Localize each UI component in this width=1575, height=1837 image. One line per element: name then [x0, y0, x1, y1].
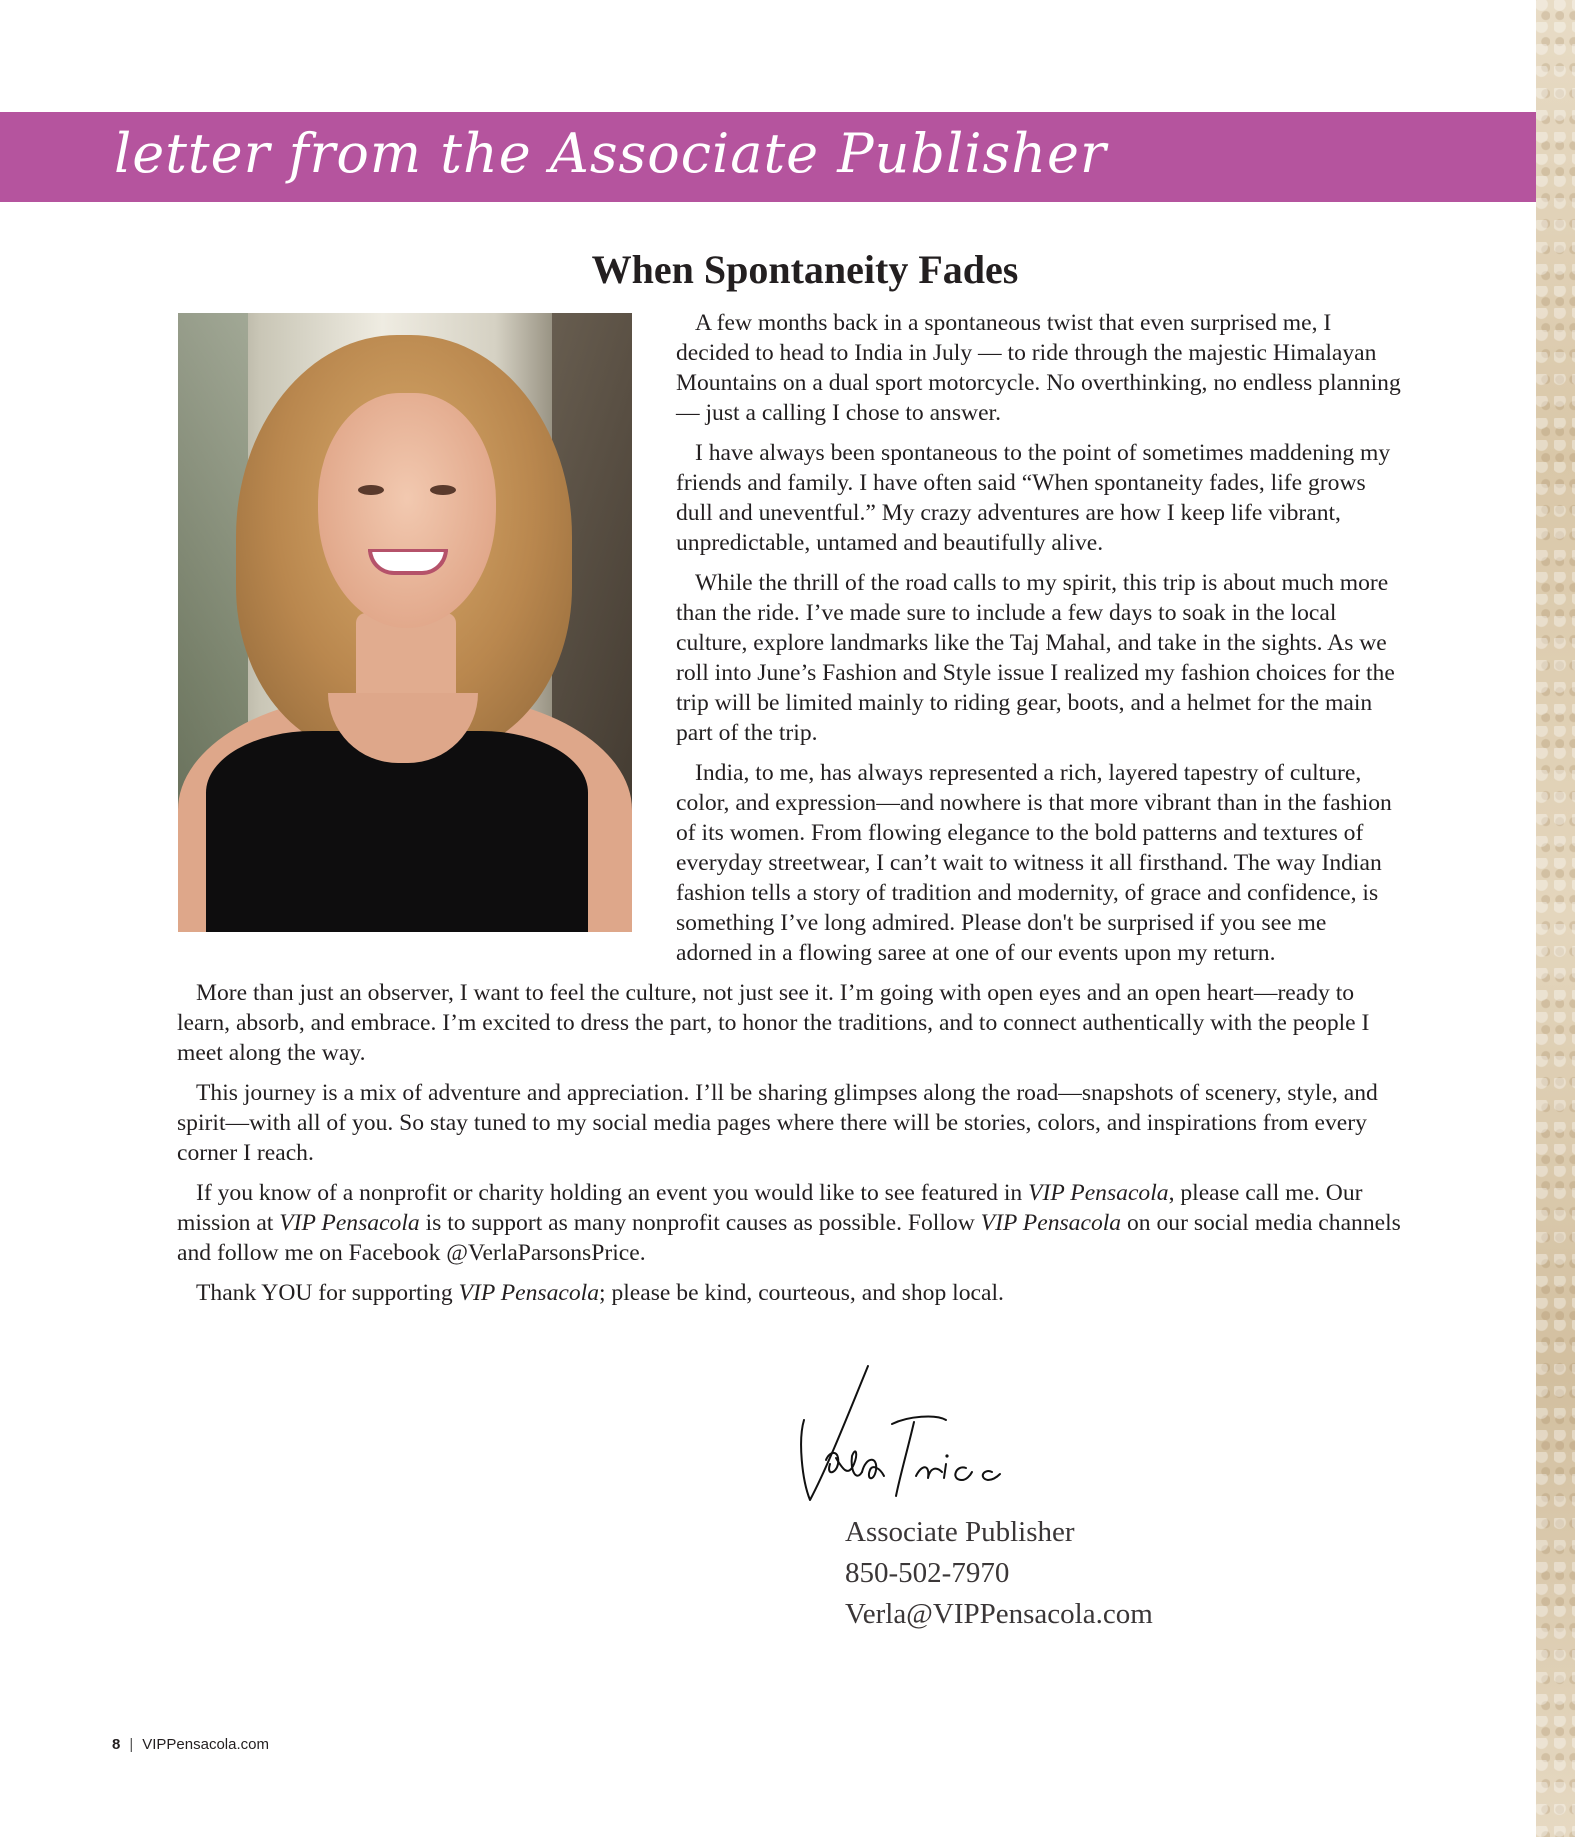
- handwritten-signature: [796, 1360, 1016, 1510]
- page-number: 8: [112, 1736, 121, 1753]
- paragraph-6: This journey is a mix of adventure and appreciation. I’ll be sharing glimpses along the road—snapshots of scenery, style, and spirit—with all of you. So stay tuned to my social media pages where there will be stories, colors, and inspirations from every corner I reach.: [177, 1080, 1378, 1166]
- paragraph-3: While the thrill of the road calls to my spirit, this trip is about much more than the ride. I’ve made sure to include a few days to soak in the local culture, explore landmarks like the Taj Mahal, and take in the sights. As we roll into June’s Fashion and Style issue I realized my fashion choices for the trip will be limited mainly to riding gear, boots, and a helmet for the main part of the trip.: [676, 570, 1395, 746]
- footer-site-link: VIPPensacola.com: [142, 1736, 269, 1753]
- page-footer: [112, 1736, 269, 1753]
- contact-email: Verla@VIPPensacola.com: [845, 1598, 1153, 1630]
- paragraph-4: India, to me, has always represented a rich, layered tapestry of culture, color, and expression—and nowhere is that more vibrant than in the fashion of its women. From flowing elegance to the bold patterns and textures of everyday streetwear, I can’t wait to witness it all firsthand. The way Indian fashion tells a story of tradition and modernity, of grace and confidence, is something I’ve long admired. Please don't be surprised if you see me adorned in a flowing saree at one of our events upon my return.: [676, 760, 1392, 966]
- article-headline: When Spontaneity Fades: [591, 247, 1019, 292]
- contact-title: Associate Publisher: [845, 1516, 1075, 1548]
- contact-phone: 850-502-7970: [845, 1557, 1010, 1589]
- section-banner: [0, 112, 1536, 202]
- paragraph-1: A few months back in a spontaneous twist that even surprised me, I decided to head to India in July — to ride through the majestic Himalayan Mountains on a dual sport motorcycle. No overthinking, no endless planning — just a calling I chose to answer.: [676, 310, 1401, 426]
- paragraph-2: I have always been spontaneous to the point of sometimes maddening my friends and family. I have often said “When spontaneity fades, life grows dull and uneventful.” My crazy adventures are how I keep life vibrant, unpredictable, untamed and beautifully alive.: [676, 440, 1391, 556]
- paragraph-5: More than just an observer, I want to feel the culture, not just see it. I’m going with open eyes and an open heart—ready to learn, absorb, and embrace. I’m excited to dress the part, to honor the traditions, and to connect authentically with the people I meet along the way.: [177, 980, 1370, 1066]
- banner-title: letter from the Associate Publisher: [114, 122, 1107, 185]
- paragraph-7: If you know of a nonprofit or charity holding an event you would like to see featured in VIP Pensacola, please call me. Our mission at VIP Pensacola is to support as many nonprofit causes as possible. Follow VIP Pensacola on our social media channels and follow me on Facebook @VerlaParsonsPrice.: [177, 1180, 1401, 1266]
- letter-body: [177, 308, 1401, 1318]
- paragraph-8: Thank YOU for supporting VIP Pensacola; please be kind, courteous, and shop local.: [196, 1280, 1004, 1306]
- contact-block: [845, 1512, 1153, 1635]
- footer-separator: |: [129, 1736, 134, 1753]
